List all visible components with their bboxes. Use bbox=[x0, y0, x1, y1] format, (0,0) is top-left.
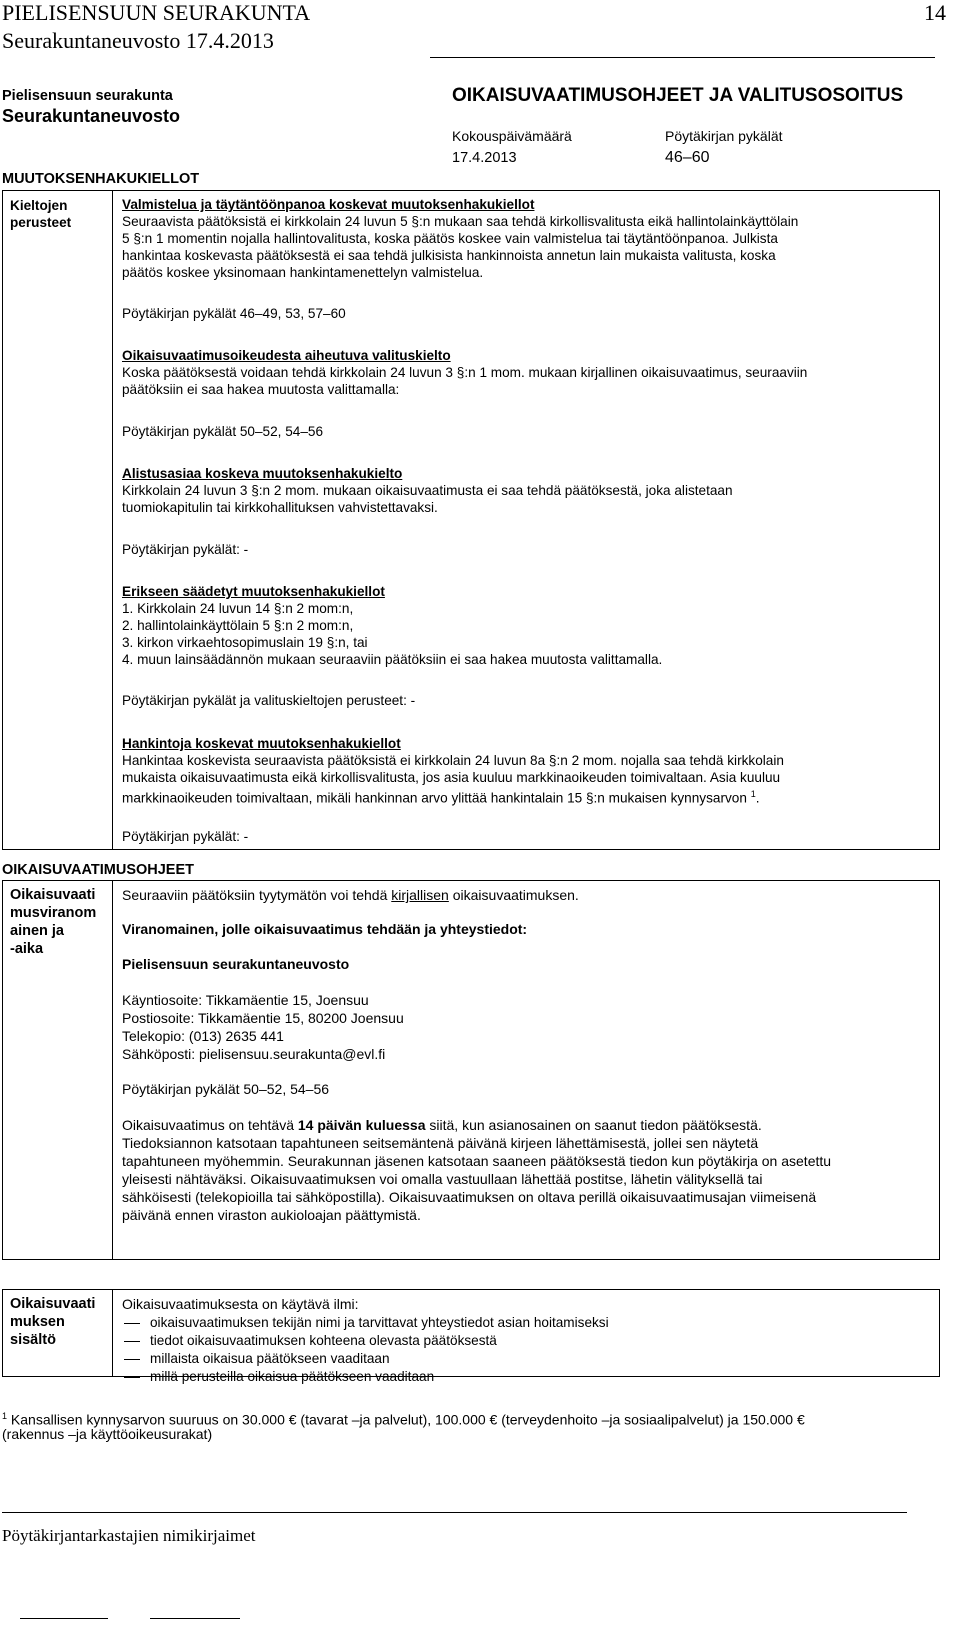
footnote-marker: 1 bbox=[2, 1411, 8, 1421]
footnote-line-2: (rakennus –ja käyttöoikeusurakat) bbox=[2, 1426, 213, 1442]
appeal-intro-text-end: oikaisuvaatimuksen. bbox=[448, 887, 579, 903]
list-item: oikaisuvaatimuksen tekijän nimi ja tarvittavat yhteystiedot asian hoitamiseksi bbox=[122, 1314, 609, 1332]
b3-line: Kirkkolain 24 luvun 3 §:n 2 mom. mukaan oikaisuvaatimusta ei saa tehdä päätöksestä, joka alistetaan bbox=[122, 483, 733, 498]
b5-line-last: markkinaoikeuden toimivaltaan, mikäli hankinnan arvo ylittää hankintalain 15 §:n mukaisen kynnysarvon $^1$. bbox=[122, 789, 760, 806]
content-label-1: Oikaisuvaati bbox=[10, 1296, 96, 1312]
content-intro: Oikaisuvaatimuksesta on käytävä ilmi: bbox=[122, 1296, 359, 1312]
b4-item: 1. Kirkkolain 24 luvun 14 §:n 2 mom:n, bbox=[122, 601, 354, 616]
b2-line: Koska päätöksestä voidaan tehdä kirkkolain 24 luvun 3 §:n 1 mom. mukaan kirjallinen oikaisuvaatimus, seuraaviin bbox=[122, 365, 808, 380]
deadline-text-end: siitä, kun asianosainen on saanut tiedon päätöksestä. bbox=[425, 1117, 762, 1133]
b4-item: 4. muun lainsäädännön mukaan seuraaviin päätöksiin ei saa hakea muutosta valittamalla. bbox=[122, 652, 663, 667]
contact-postal-address: Postiosoite: Tikkamäentie 15, 80200 Joensuu bbox=[122, 1010, 404, 1026]
b2-title: Oikaisuvaatimusoikeudesta aiheutuva valituskielto bbox=[122, 348, 451, 363]
page-number: 14 bbox=[924, 0, 946, 25]
deadline-line: Tiedoksiannon katsotaan tapahtuneen seitsemäntenä päivänä kirjeen lähettämisestä, jollei sen näytetä bbox=[122, 1135, 759, 1151]
b1-title: Valmistelua ja täytäntöönpanoa koskevat muutoksenhakukiellot bbox=[122, 197, 535, 212]
signature-line-2 bbox=[150, 1618, 240, 1619]
section-heading-prohibitions: MUUTOKSENHAKUKIELLOT bbox=[2, 171, 200, 187]
authority-heading: Viranomainen, jolle oikaisuvaatimus tehdään ja yhteystiedot: bbox=[122, 921, 528, 937]
b1-line: päätös koskee yksinomaan hankintamenettelyn valmistelua. bbox=[122, 265, 484, 280]
content-requirements-list bbox=[122, 1314, 609, 1386]
authority-label-1: Oikaisuvaati bbox=[10, 887, 96, 903]
appeal-intro-text: Seuraaviin päätöksiin tyytymätön voi tehdä bbox=[122, 887, 392, 903]
authority-label-4: -aika bbox=[10, 941, 44, 957]
date-label: Kokouspäivämäärä bbox=[452, 128, 572, 144]
prohibitions-label-1: Kieltojen bbox=[10, 198, 68, 213]
appeal-intro bbox=[122, 887, 579, 904]
authority-label-2: musviranom bbox=[10, 905, 97, 921]
b2-line: päätöksiin ei saa hakea muutosta valittamalla: bbox=[122, 382, 400, 397]
b1-line: Seuraavista päätöksistä ei kirkkolain 24 luvun 5 §:n mukaan saa tehdä kirkollisvalitusta eikä hallintolainkäyttölain bbox=[122, 214, 799, 229]
b5-line: Hankintaa koskevista seuraavista päätöksistä ei kirkkolain 24 luvun 8a §:n 2 mom. nojalla saa tehdä kirkkolain bbox=[122, 753, 784, 768]
page-meeting-title: Seurakuntaneuvosto 17.4.2013 bbox=[2, 28, 274, 53]
signature-label: Pöytäkirjantarkastajien nimikirjaimet bbox=[2, 1526, 256, 1545]
b3-line: tuomiokapitulin tai kirkkohallituksen vahvistettavaksi. bbox=[122, 500, 438, 515]
contact-visit-address: Käyntiosoite: Tikkamäentie 15, Joensuu bbox=[122, 992, 369, 1008]
prohibitions-label-2: perusteet bbox=[10, 215, 72, 230]
appeal-intro-underlined: kirjallisen bbox=[391, 887, 449, 903]
document-title: OIKAISUVAATIMUSOHJEET JA VALITUSOSOITUS bbox=[452, 85, 904, 106]
signature-rule bbox=[2, 1512, 907, 1513]
b4-item: 3. kirkon virkaehtosopimuslain 19 §:n, tai bbox=[122, 635, 368, 650]
footnote-ref: 1 bbox=[750, 789, 756, 799]
deadline-bold: 14 päivän kuluessa bbox=[297, 1117, 426, 1133]
b5-ref: Pöytäkirjan pykälät: - bbox=[122, 829, 249, 844]
section-heading-appeal-instructions: OIKAISUVAATIMUSOHJEET bbox=[2, 862, 195, 878]
content-label-3: sisältö bbox=[10, 1332, 56, 1348]
b1-ref: Pöytäkirjan pykälät 46–49, 53, 57–60 bbox=[122, 306, 346, 321]
deadline-text: Oikaisuvaatimus on tehtävä bbox=[122, 1117, 298, 1133]
appeal-ref: Pöytäkirjan pykälät 50–52, 54–56 bbox=[122, 1081, 330, 1097]
signature-line-1 bbox=[20, 1618, 108, 1619]
sections-label: Pöytäkirjan pykälät bbox=[665, 128, 783, 144]
b4-item: 2. hallintolainkäyttölain 5 §:n 2 mom:n, bbox=[122, 618, 354, 633]
list-item: tiedot oikaisuvaatimuksen kohteena olevasta päätöksestä bbox=[122, 1332, 609, 1350]
b4-title: Erikseen säädetyt muutoksenhakukiellot bbox=[122, 584, 385, 599]
content-label-2: muksen bbox=[10, 1314, 65, 1330]
parish-name: Pielisensuun seurakunta bbox=[2, 88, 173, 104]
b5-line: mukaista oikaisuvaatimusta eikä kirkollisvalitusta, jos asia kuuluu markkinaoikeuden toimivaltaan. Asia kuuluu bbox=[122, 770, 781, 785]
b2-ref: Pöytäkirjan pykälät 50–52, 54–56 bbox=[122, 424, 324, 439]
b5-line-text: markkinaoikeuden toimivaltaan, mikäli hankinnan arvo ylittää hankintalain 15 §:n mukaisen kynnysarvon bbox=[122, 790, 747, 806]
prohibitions-label-cell bbox=[3, 191, 113, 849]
deadline-line: yleisesti nähtäväksi. Oikaisuvaatimuksen voi omalla vastuullaan lähettää postitse, lähetin välityksellä tai bbox=[122, 1171, 763, 1187]
sections-value: 46–60 bbox=[665, 149, 710, 166]
deadline-first-line bbox=[122, 1117, 762, 1134]
b5-title: Hankintoja koskevat muutoksenhakukiellot bbox=[122, 736, 401, 751]
page-org-title: PIELISENSUUN SEURAKUNTA bbox=[2, 0, 311, 25]
header-rule bbox=[430, 57, 935, 58]
deadline-line: päivänä ennen viraston aukioloajan päättymistä. bbox=[122, 1207, 421, 1223]
b1-line: hankintaa koskevasta päätöksestä ei saa tehdä julkisista hankinnoista annetun lain mukaista valitusta, koska bbox=[122, 248, 776, 263]
body-name: Seurakuntaneuvosto bbox=[2, 106, 181, 126]
b3-ref: Pöytäkirjan pykälät: - bbox=[122, 542, 249, 557]
deadline-line: tapahtuneen myöhemmin. Seurakunnan jäsenen katsotaan saaneen päätöksestä tiedon kun pöytäkirja on asetettu bbox=[122, 1153, 832, 1169]
b4-ref: Pöytäkirjan pykälät ja valituskieltojen perusteet: - bbox=[122, 693, 416, 708]
list-item: millaista oikaisua päätökseen vaaditaan bbox=[122, 1350, 609, 1368]
authority-name: Pielisensuun seurakuntaneuvosto bbox=[122, 956, 350, 972]
contact-fax: Telekopio: (013) 2635 441 bbox=[122, 1028, 284, 1044]
deadline-line: sähköisesti (telekopioilla tai sähköpostilla). Oikaisuvaatimuksen on oltava perillä oikaisuvaatimusajan viimeisenä bbox=[122, 1189, 817, 1205]
date-value: 17.4.2013 bbox=[452, 150, 517, 166]
contact-email: Sähköposti: pielisensuu.seurakunta@evl.fi bbox=[122, 1046, 386, 1062]
b1-line: 5 §:n 1 momentin nojalla hallintovalitusta, koska päätös koskee vain valmistelua tai täytäntöönpanoa. Julkista bbox=[122, 231, 778, 246]
b3-title: Alistusasiaa koskeva muutoksenhakukielto bbox=[122, 466, 403, 481]
authority-label-3: ainen ja bbox=[10, 923, 64, 939]
list-item: millä perusteilla oikaisua päätökseen vaaditaan bbox=[122, 1368, 609, 1386]
footnote-text: Kansallisen kynnysarvon suuruus on 30.000 € (tavarat –ja palvelut), 100.000 € (terveydenhoito –ja sosiaalipalvelut) ja 150.000 € bbox=[7, 1411, 805, 1428]
